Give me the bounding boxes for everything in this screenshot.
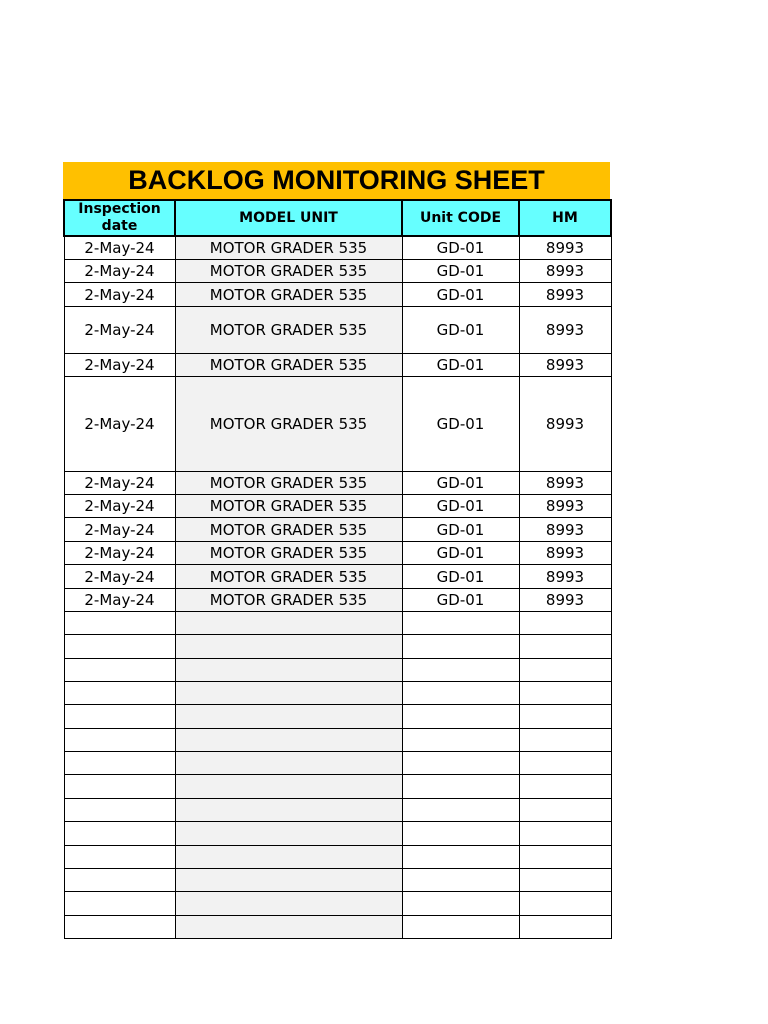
cell-inspection-date[interactable]: 2-May-24 <box>64 354 175 377</box>
cell-hm[interactable] <box>519 659 611 682</box>
cell-hm[interactable]: 8993 <box>519 472 611 495</box>
cell-unit-code[interactable]: GD-01 <box>402 283 519 307</box>
cell-inspection-date[interactable] <box>64 775 175 799</box>
cell-hm[interactable] <box>519 729 611 752</box>
header-model-unit[interactable]: MODEL UNIT <box>175 200 402 236</box>
cell-inspection-date[interactable] <box>64 612 175 635</box>
cell-inspection-date[interactable]: 2-May-24 <box>64 236 175 260</box>
cell-inspection-date[interactable] <box>64 892 175 916</box>
cell-hm[interactable] <box>519 799 611 822</box>
table-row <box>64 354 611 377</box>
cell-hm[interactable] <box>519 846 611 869</box>
cell-inspection-date[interactable]: 2-May-24 <box>64 518 175 542</box>
cell-hm[interactable]: 8993 <box>519 495 611 518</box>
cell-unit-code[interactable] <box>402 916 519 939</box>
cell-hm[interactable]: 8993 <box>519 260 611 283</box>
cell-model-unit[interactable]: MOTOR GRADER 535 <box>175 377 402 472</box>
cell-hm[interactable]: 8993 <box>519 307 611 354</box>
backlog-table <box>63 199 612 939</box>
cell-unit-code[interactable] <box>402 775 519 799</box>
cell-inspection-date[interactable] <box>64 822 175 846</box>
table-row <box>64 612 611 635</box>
cell-hm[interactable] <box>519 682 611 705</box>
header-hm[interactable]: HM <box>519 200 611 236</box>
table-row <box>64 518 611 542</box>
cell-model-unit[interactable]: MOTOR GRADER 535 <box>175 518 402 542</box>
table-row <box>64 822 611 846</box>
cell-unit-code[interactable]: GD-01 <box>402 542 519 565</box>
cell-model-unit[interactable]: MOTOR GRADER 535 <box>175 472 402 495</box>
table-row <box>64 377 611 472</box>
cell-unit-code[interactable]: GD-01 <box>402 377 519 472</box>
cell-inspection-date[interactable]: 2-May-24 <box>64 377 175 472</box>
cell-inspection-date[interactable]: 2-May-24 <box>64 283 175 307</box>
cell-model-unit[interactable]: MOTOR GRADER 535 <box>175 495 402 518</box>
cell-inspection-date[interactable] <box>64 705 175 729</box>
cell-unit-code[interactable] <box>402 705 519 729</box>
table-row <box>64 705 611 729</box>
cell-inspection-date[interactable] <box>64 682 175 705</box>
header-row <box>64 200 611 236</box>
table-row <box>64 682 611 705</box>
cell-hm[interactable] <box>519 869 611 892</box>
cell-unit-code[interactable]: GD-01 <box>402 565 519 589</box>
cell-unit-code[interactable] <box>402 612 519 635</box>
cell-hm[interactable]: 8993 <box>519 283 611 307</box>
table-row <box>64 775 611 799</box>
cell-unit-code[interactable]: GD-01 <box>402 589 519 612</box>
cell-unit-code[interactable] <box>402 729 519 752</box>
cell-inspection-date[interactable] <box>64 752 175 775</box>
cell-model-unit[interactable]: MOTOR GRADER 535 <box>175 307 402 354</box>
cell-unit-code[interactable] <box>402 822 519 846</box>
cell-inspection-date[interactable] <box>64 635 175 659</box>
cell-unit-code[interactable]: GD-01 <box>402 354 519 377</box>
table-row <box>64 846 611 869</box>
cell-hm[interactable] <box>519 635 611 659</box>
cell-hm[interactable]: 8993 <box>519 236 611 260</box>
table-row <box>64 869 611 892</box>
cell-hm[interactable] <box>519 892 611 916</box>
cell-inspection-date[interactable] <box>64 729 175 752</box>
cell-inspection-date[interactable] <box>64 916 175 939</box>
cell-unit-code[interactable] <box>402 846 519 869</box>
cell-model-unit[interactable] <box>175 916 402 939</box>
table-row <box>64 307 611 354</box>
cell-hm[interactable]: 8993 <box>519 589 611 612</box>
cell-inspection-date[interactable]: 2-May-24 <box>64 307 175 354</box>
cell-unit-code[interactable] <box>402 635 519 659</box>
table-row <box>64 236 611 260</box>
cell-model-unit[interactable] <box>175 635 402 659</box>
table-row <box>64 635 611 659</box>
table-row <box>64 495 611 518</box>
cell-unit-code[interactable] <box>402 869 519 892</box>
cell-model-unit[interactable] <box>175 822 402 846</box>
cell-model-unit[interactable]: MOTOR GRADER 535 <box>175 354 402 377</box>
sheet-title: BACKLOG MONITORING SHEET <box>63 162 610 199</box>
cell-model-unit[interactable]: MOTOR GRADER 535 <box>175 589 402 612</box>
cell-unit-code[interactable] <box>402 659 519 682</box>
table-row <box>64 542 611 565</box>
table-row <box>64 283 611 307</box>
cell-inspection-date[interactable]: 2-May-24 <box>64 542 175 565</box>
table-row <box>64 659 611 682</box>
cell-hm[interactable] <box>519 822 611 846</box>
cell-model-unit[interactable]: MOTOR GRADER 535 <box>175 236 402 260</box>
header-inspection-date[interactable]: Inspection date <box>64 200 175 236</box>
cell-model-unit[interactable] <box>175 846 402 869</box>
cell-hm[interactable]: 8993 <box>519 354 611 377</box>
cell-inspection-date[interactable]: 2-May-24 <box>64 495 175 518</box>
cell-model-unit[interactable]: MOTOR GRADER 535 <box>175 283 402 307</box>
cell-inspection-date[interactable] <box>64 869 175 892</box>
cell-unit-code[interactable]: GD-01 <box>402 518 519 542</box>
cell-model-unit[interactable] <box>175 682 402 705</box>
cell-hm[interactable]: 8993 <box>519 518 611 542</box>
cell-model-unit[interactable] <box>175 705 402 729</box>
cell-hm[interactable]: 8993 <box>519 377 611 472</box>
table-row <box>64 892 611 916</box>
cell-model-unit[interactable]: MOTOR GRADER 535 <box>175 542 402 565</box>
cell-model-unit[interactable] <box>175 892 402 916</box>
cell-unit-code[interactable]: GD-01 <box>402 260 519 283</box>
cell-inspection-date[interactable] <box>64 846 175 869</box>
cell-inspection-date[interactable]: 2-May-24 <box>64 565 175 589</box>
cell-hm[interactable] <box>519 775 611 799</box>
cell-model-unit[interactable] <box>175 729 402 752</box>
cell-model-unit[interactable] <box>175 775 402 799</box>
cell-model-unit[interactable] <box>175 869 402 892</box>
cell-unit-code[interactable]: GD-01 <box>402 236 519 260</box>
cell-unit-code[interactable] <box>402 799 519 822</box>
cell-unit-code[interactable]: GD-01 <box>402 495 519 518</box>
table-row <box>64 472 611 495</box>
table-row <box>64 565 611 589</box>
table-row <box>64 752 611 775</box>
cell-unit-code[interactable] <box>402 892 519 916</box>
cell-inspection-date[interactable] <box>64 659 175 682</box>
table-row <box>64 260 611 283</box>
cell-hm[interactable]: 8993 <box>519 565 611 589</box>
cell-inspection-date[interactable]: 2-May-24 <box>64 589 175 612</box>
table-row <box>64 916 611 939</box>
cell-hm[interactable] <box>519 752 611 775</box>
table-row <box>64 589 611 612</box>
header-unit-code[interactable]: Unit CODE <box>402 200 519 236</box>
cell-hm[interactable] <box>519 705 611 729</box>
cell-inspection-date[interactable]: 2-May-24 <box>64 260 175 283</box>
cell-unit-code[interactable]: GD-01 <box>402 307 519 354</box>
cell-inspection-date[interactable] <box>64 799 175 822</box>
cell-model-unit[interactable] <box>175 752 402 775</box>
cell-hm[interactable]: 8993 <box>519 542 611 565</box>
cell-unit-code[interactable]: GD-01 <box>402 472 519 495</box>
backlog-sheet <box>63 162 610 939</box>
cell-model-unit[interactable]: MOTOR GRADER 535 <box>175 565 402 589</box>
cell-inspection-date[interactable]: 2-May-24 <box>64 472 175 495</box>
cell-model-unit[interactable] <box>175 612 402 635</box>
cell-hm[interactable] <box>519 612 611 635</box>
cell-unit-code[interactable] <box>402 752 519 775</box>
cell-model-unit[interactable]: MOTOR GRADER 535 <box>175 260 402 283</box>
cell-model-unit[interactable] <box>175 799 402 822</box>
cell-unit-code[interactable] <box>402 682 519 705</box>
table-row <box>64 729 611 752</box>
cell-model-unit[interactable] <box>175 659 402 682</box>
cell-hm[interactable] <box>519 916 611 939</box>
table-row <box>64 799 611 822</box>
